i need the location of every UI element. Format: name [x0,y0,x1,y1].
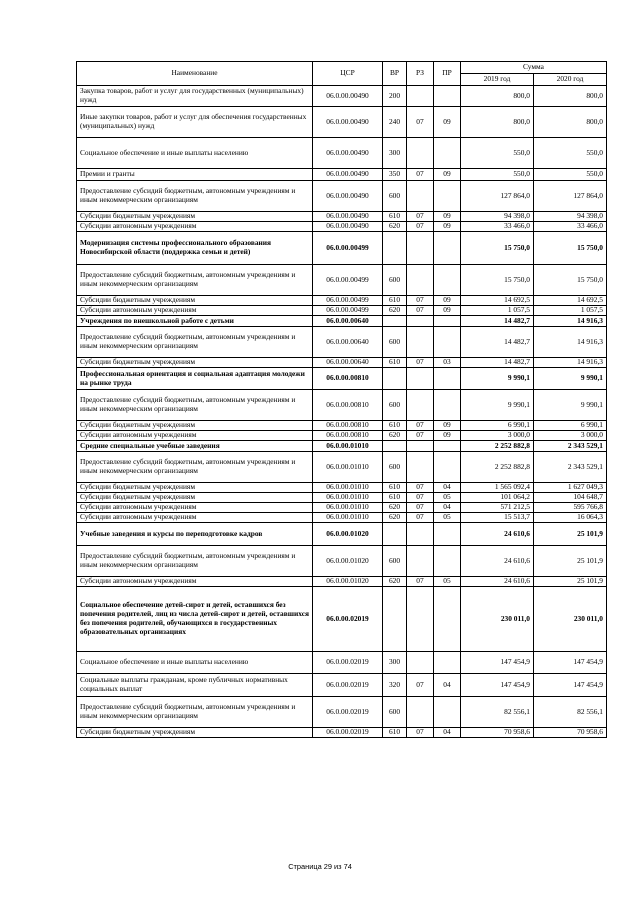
cell-csr: 06.0.00.00810 [313,368,383,390]
cell-vr: 600 [383,697,407,728]
cell-vr [383,368,407,390]
cell-pr [434,86,461,107]
cell-name: Субсидии бюджетным учреждениям [77,728,313,738]
cell-amount-2020: 70 958,6 [534,728,607,738]
cell-pr [434,327,461,358]
cell-csr: 06.0.00.00640 [313,358,383,368]
cell-pr [434,232,461,265]
cell-rz: 07 [407,431,434,441]
header-csr: ЦСР [313,62,383,86]
cell-amount-2020: 550,0 [534,169,607,181]
cell-name: Субсидии автономным учреждениям [77,306,313,316]
table-row [77,296,607,306]
cell-csr: 06.0.00.00810 [313,431,383,441]
cell-rz [407,697,434,728]
page-number: Страница 29 из 74 [288,862,352,871]
cell-rz [407,587,434,652]
cell-rz [407,452,434,483]
cell-csr: 06.0.00.00490 [313,222,383,232]
cell-vr: 610 [383,296,407,306]
cell-pr [434,652,461,674]
cell-vr: 350 [383,169,407,181]
cell-name: Субсидии автономным учреждениям [77,577,313,587]
cell-csr: 06.0.00.01010 [313,452,383,483]
cell-name: Субсидии автономным учреждениям [77,431,313,441]
cell-pr: 05 [434,577,461,587]
header-rz: РЗ [407,62,434,86]
cell-amount-2019: 147 454,9 [461,674,534,697]
cell-amount-2020: 230 011,0 [534,587,607,652]
cell-rz [407,390,434,421]
cell-amount-2020: 25 101,9 [534,546,607,577]
cell-rz: 07 [407,503,434,513]
cell-vr: 300 [383,138,407,169]
cell-rz [407,441,434,452]
cell-amount-2019: 14 482,7 [461,316,534,327]
cell-rz: 07 [407,107,434,138]
cell-amount-2020: 14 692,5 [534,296,607,306]
cell-rz: 07 [407,306,434,316]
cell-rz: 07 [407,513,434,523]
cell-rz [407,138,434,169]
cell-pr [434,368,461,390]
cell-rz [407,181,434,212]
cell-name: Предоставление субсидий бюджетным, автономным учреждениям и иным некоммерческим организациям [77,697,313,728]
cell-csr: 06.0.00.00499 [313,265,383,296]
cell-vr: 610 [383,358,407,368]
table-row [77,431,607,441]
cell-rz: 07 [407,358,434,368]
cell-csr: 06.0.00.02019 [313,674,383,697]
cell-pr [434,390,461,421]
cell-csr: 06.0.00.02019 [313,697,383,728]
table-row [77,169,607,181]
cell-pr [434,546,461,577]
table-row [77,587,607,652]
cell-rz: 07 [407,169,434,181]
cell-rz [407,652,434,674]
cell-name: Субсидии автономным учреждениям [77,513,313,523]
cell-amount-2019: 15 750,0 [461,265,534,296]
header-pr: ПР [434,62,461,86]
cell-vr: 600 [383,546,407,577]
cell-csr: 06.0.00.02019 [313,587,383,652]
cell-pr: 04 [434,728,461,738]
cell-vr: 600 [383,452,407,483]
cell-amount-2020: 3 000,0 [534,431,607,441]
cell-vr: 620 [383,513,407,523]
cell-rz [407,327,434,358]
cell-pr: 09 [434,107,461,138]
cell-amount-2019: 147 454,9 [461,652,534,674]
table-row [77,181,607,212]
cell-pr: 04 [434,674,461,697]
cell-rz [407,523,434,546]
table-row [77,138,607,169]
header-vr: ВР [383,62,407,86]
cell-name: Предоставление субсидий бюджетным, автономным учреждениям и иным некоммерческим организациям [77,452,313,483]
cell-vr: 200 [383,86,407,107]
cell-amount-2019: 800,0 [461,86,534,107]
table-row [77,107,607,138]
table-row [77,523,607,546]
cell-pr [434,523,461,546]
cell-vr [383,232,407,265]
cell-vr: 610 [383,728,407,738]
cell-vr: 620 [383,577,407,587]
cell-pr: 09 [434,212,461,222]
cell-pr: 04 [434,483,461,493]
cell-amount-2019: 14 482,7 [461,358,534,368]
cell-csr: 06.0.00.00499 [313,232,383,265]
cell-vr: 600 [383,265,407,296]
cell-name: Предоставление субсидий бюджетным, автономным учреждениям и иным некоммерческим организациям [77,390,313,421]
table-row [77,232,607,265]
cell-csr: 06.0.00.00810 [313,421,383,431]
cell-name: Социальное обеспечение детей-сирот и детей, оставшихся без попечения родителей, лиц из числа детей-сирот и детей, оставшихся без попечения родителей, обучающихся в государственных образовательных организациях [77,587,313,652]
cell-amount-2020: 800,0 [534,86,607,107]
cell-name: Социальные выплаты гражданам, кроме публичных нормативных социальных выплат [77,674,313,697]
cell-amount-2020: 147 454,9 [534,674,607,697]
cell-amount-2019: 15 750,0 [461,232,534,265]
cell-vr [383,523,407,546]
table-row [77,316,607,327]
table-row [77,421,607,431]
cell-pr [434,316,461,327]
cell-csr: 06.0.00.00640 [313,327,383,358]
cell-amount-2020: 127 864,0 [534,181,607,212]
cell-vr: 600 [383,390,407,421]
cell-vr: 620 [383,222,407,232]
cell-amount-2019: 82 556,1 [461,697,534,728]
cell-amount-2019: 14 482,7 [461,327,534,358]
cell-csr: 06.0.00.00490 [313,86,383,107]
header-name: Наименование [77,62,313,86]
table-row [77,546,607,577]
cell-pr: 09 [434,169,461,181]
table-row [77,503,607,513]
cell-vr [383,316,407,327]
cell-csr: 06.0.00.01010 [313,513,383,523]
cell-amount-2020: 6 990,1 [534,421,607,431]
cell-amount-2020: 25 101,9 [534,523,607,546]
cell-amount-2020: 94 398,0 [534,212,607,222]
cell-csr: 06.0.00.00490 [313,138,383,169]
cell-name: Субсидии автономным учреждениям [77,222,313,232]
cell-name: Средние специальные учебные заведения [77,441,313,452]
cell-pr [434,265,461,296]
cell-csr: 06.0.00.00490 [313,212,383,222]
cell-rz [407,232,434,265]
cell-pr: 09 [434,421,461,431]
cell-vr: 610 [383,483,407,493]
cell-name: Социальное обеспечение и иные выплаты населению [77,652,313,674]
cell-name: Предоставление субсидий бюджетным, автономным учреждениям и иным некоммерческим организациям [77,265,313,296]
budget-table-container [76,61,606,738]
cell-vr: 620 [383,503,407,513]
cell-amount-2020: 25 101,9 [534,577,607,587]
cell-vr: 620 [383,306,407,316]
cell-pr [434,138,461,169]
table-row [77,212,607,222]
cell-rz [407,265,434,296]
cell-amount-2020: 1 627 049,3 [534,483,607,493]
cell-name: Субсидии автономным учреждениям [77,503,313,513]
cell-name: Закупка товаров, работ и услуг для государственных (муниципальных) нужд [77,86,313,107]
cell-rz: 07 [407,421,434,431]
cell-csr: 06.0.00.01020 [313,546,383,577]
cell-rz [407,546,434,577]
cell-vr: 300 [383,652,407,674]
cell-amount-2019: 571 212,5 [461,503,534,513]
cell-rz: 07 [407,577,434,587]
table-row [77,86,607,107]
cell-vr: 620 [383,431,407,441]
cell-name: Субсидии бюджетным учреждениям [77,493,313,503]
cell-csr: 06.0.00.00499 [313,296,383,306]
cell-amount-2019: 101 064,2 [461,493,534,503]
cell-amount-2019: 24 610,6 [461,546,534,577]
cell-pr: 05 [434,513,461,523]
cell-amount-2019: 3 000,0 [461,431,534,441]
cell-amount-2019: 550,0 [461,169,534,181]
cell-csr: 06.0.00.01010 [313,503,383,513]
cell-pr [434,441,461,452]
cell-name: Субсидии бюджетным учреждениям [77,212,313,222]
table-row [77,652,607,674]
cell-pr: 09 [434,431,461,441]
cell-amount-2019: 1 057,5 [461,306,534,316]
cell-amount-2020: 16 064,3 [534,513,607,523]
cell-csr: 06.0.00.01020 [313,577,383,587]
cell-csr: 06.0.00.00640 [313,316,383,327]
cell-vr: 600 [383,181,407,212]
cell-pr: 04 [434,503,461,513]
cell-amount-2019: 6 990,1 [461,421,534,431]
cell-pr: 09 [434,296,461,306]
table-row [77,493,607,503]
cell-rz [407,316,434,327]
cell-rz: 07 [407,212,434,222]
cell-name: Профессиональная ориентация и социальная адаптация молодежи на рынке труда [77,368,313,390]
table-row [77,306,607,316]
cell-rz: 07 [407,728,434,738]
cell-vr [383,587,407,652]
cell-name: Предоставление субсидий бюджетным, автономным учреждениям и иным некоммерческим организациям [77,546,313,577]
cell-amount-2020: 15 750,0 [534,232,607,265]
cell-name: Премии и гранты [77,169,313,181]
cell-name: Субсидии бюджетным учреждениям [77,483,313,493]
cell-vr: 600 [383,327,407,358]
cell-amount-2019: 24 610,6 [461,577,534,587]
table-row [77,513,607,523]
table-row [77,697,607,728]
cell-amount-2019: 2 252 882,8 [461,452,534,483]
table-row [77,222,607,232]
cell-amount-2020: 9 990,1 [534,390,607,421]
cell-amount-2019: 1 565 092,4 [461,483,534,493]
cell-name: Социальное обеспечение и иные выплаты населению [77,138,313,169]
budget-table [76,61,607,738]
cell-csr: 06.0.00.01010 [313,441,383,452]
cell-vr [383,441,407,452]
cell-name: Субсидии бюджетным учреждениям [77,296,313,306]
cell-amount-2019: 33 466,0 [461,222,534,232]
cell-amount-2019: 15 513,7 [461,513,534,523]
cell-pr [434,587,461,652]
cell-name: Предоставление субсидий бюджетным, автономным учреждениям и иным некоммерческим организациям [77,181,313,212]
cell-amount-2020: 15 750,0 [534,265,607,296]
header-year-2019: 2019 год [461,74,534,86]
table-body [77,86,607,738]
cell-amount-2019: 14 692,5 [461,296,534,306]
cell-rz: 07 [407,493,434,503]
cell-pr: 09 [434,306,461,316]
header-year-2020: 2020 год [534,74,607,86]
cell-vr: 320 [383,674,407,697]
cell-csr: 06.0.00.00810 [313,390,383,421]
cell-csr: 06.0.00.01010 [313,483,383,493]
cell-name: Субсидии бюджетным учреждениям [77,358,313,368]
table-row [77,728,607,738]
cell-pr [434,181,461,212]
cell-amount-2019: 9 990,1 [461,368,534,390]
cell-csr: 06.0.00.00490 [313,181,383,212]
cell-amount-2020: 595 766,8 [534,503,607,513]
cell-name: Модернизация системы профессионального образования Новосибирской области (поддержка семьи и детей) [77,232,313,265]
cell-rz: 07 [407,674,434,697]
cell-rz [407,86,434,107]
cell-amount-2020: 14 916,3 [534,316,607,327]
cell-amount-2020: 550,0 [534,138,607,169]
table-row [77,577,607,587]
cell-amount-2020: 147 454,9 [534,652,607,674]
cell-amount-2020: 1 057,5 [534,306,607,316]
cell-amount-2020: 2 343 529,1 [534,441,607,452]
cell-rz: 07 [407,296,434,306]
cell-amount-2019: 127 864,0 [461,181,534,212]
cell-amount-2019: 24 610,6 [461,523,534,546]
cell-amount-2020: 800,0 [534,107,607,138]
cell-pr: 05 [434,493,461,503]
cell-name: Учебные заведения и курсы по переподготовке кадров [77,523,313,546]
cell-amount-2020: 14 916,3 [534,358,607,368]
cell-amount-2019: 2 252 882,8 [461,441,534,452]
cell-csr: 06.0.00.00490 [313,169,383,181]
cell-rz [407,368,434,390]
cell-csr: 06.0.00.01010 [313,493,383,503]
cell-csr: 06.0.00.01020 [313,523,383,546]
table-row [77,483,607,493]
table-row [77,368,607,390]
cell-amount-2020: 9 990,1 [534,368,607,390]
cell-amount-2020: 14 916,3 [534,327,607,358]
cell-name: Субсидии бюджетным учреждениям [77,421,313,431]
cell-vr: 610 [383,421,407,431]
cell-csr: 06.0.00.02019 [313,652,383,674]
table-row [77,358,607,368]
cell-rz: 07 [407,483,434,493]
table-row [77,327,607,358]
table-header-row [77,62,607,74]
cell-pr [434,452,461,483]
cell-amount-2020: 82 556,1 [534,697,607,728]
cell-vr: 240 [383,107,407,138]
cell-name: Учреждения по внешкольной работе с детьми [77,316,313,327]
cell-amount-2019: 230 011,0 [461,587,534,652]
cell-amount-2020: 104 648,7 [534,493,607,503]
table-row [77,441,607,452]
table-row [77,452,607,483]
cell-pr [434,697,461,728]
cell-csr: 06.0.00.00499 [313,306,383,316]
cell-vr: 610 [383,212,407,222]
table-row [77,265,607,296]
table-row [77,390,607,421]
cell-amount-2020: 2 343 529,1 [534,452,607,483]
cell-rz: 07 [407,222,434,232]
header-sum: Сумма [461,62,607,74]
cell-amount-2019: 550,0 [461,138,534,169]
cell-csr: 06.0.00.00490 [313,107,383,138]
cell-csr: 06.0.00.02019 [313,728,383,738]
cell-amount-2019: 70 958,6 [461,728,534,738]
cell-vr: 610 [383,493,407,503]
cell-amount-2019: 9 990,1 [461,390,534,421]
table-row [77,674,607,697]
cell-pr: 03 [434,358,461,368]
cell-name: Предоставление субсидий бюджетным, автономным учреждениям и иным некоммерческим организациям [77,327,313,358]
cell-name: Иные закупки товаров, работ и услуг для обеспечения государственных (муниципальных) нужд [77,107,313,138]
cell-amount-2019: 94 398,0 [461,212,534,222]
cell-amount-2020: 33 466,0 [534,222,607,232]
cell-amount-2019: 800,0 [461,107,534,138]
cell-pr: 09 [434,222,461,232]
